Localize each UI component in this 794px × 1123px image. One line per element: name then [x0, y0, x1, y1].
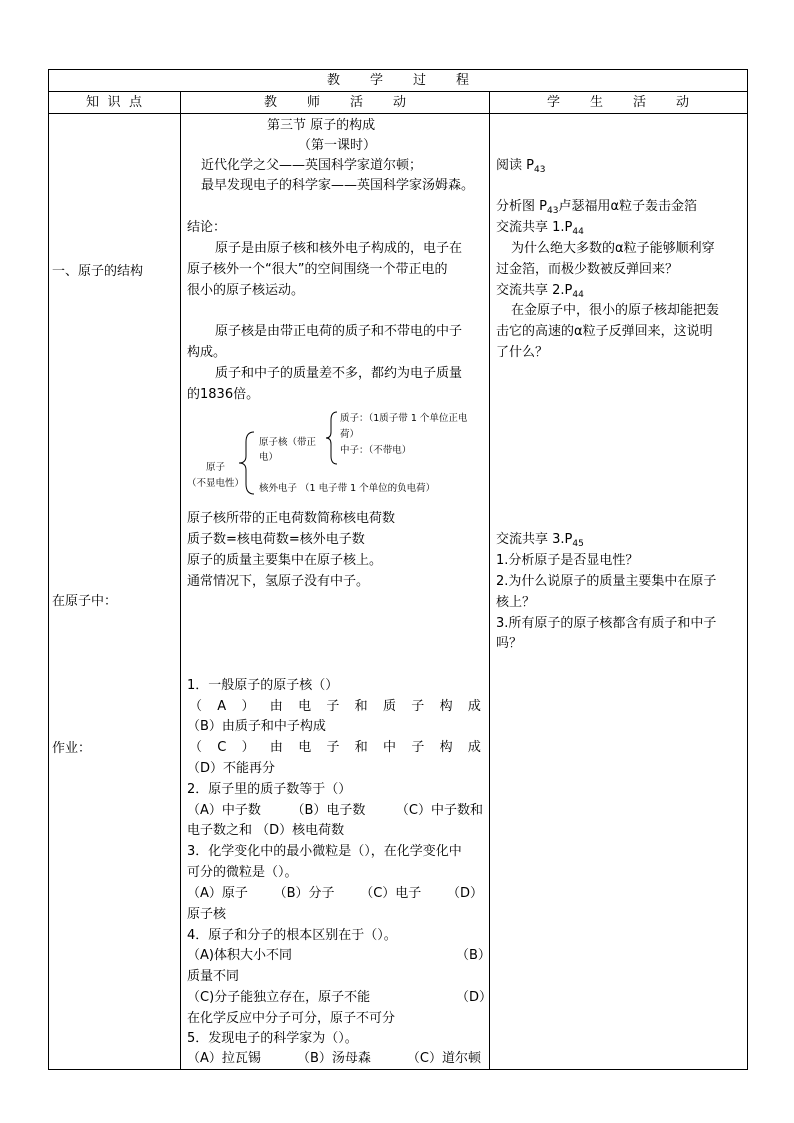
- column-header-student: [547, 93, 689, 113]
- student-read: [496, 156, 545, 180]
- table-divider-2: [489, 91, 490, 1070]
- conclusion-label: 结论：: [187, 220, 227, 235]
- text: 交流共享 1.P: [496, 220, 573, 235]
- hw-q4: 4．原子和分子的根本区别在于（）。: [187, 928, 397, 943]
- header-char: 点: [128, 95, 142, 110]
- diagram-nucleus-l2: 电）: [259, 452, 279, 463]
- subscript: 43: [533, 165, 546, 175]
- option-char: 和: [354, 740, 368, 755]
- fact-nuclear-charge: 原子核所带的正电荷数简称核电荷数: [187, 511, 396, 526]
- student-q2-line2: 击它的高速的α粒子反弹回来，这说明: [496, 324, 713, 339]
- table-border-colhead-bottom: [48, 113, 748, 114]
- knowledge-homework: 作业：: [52, 741, 92, 756]
- table-border-right: [747, 69, 748, 1070]
- option: （A）原子: [187, 886, 248, 901]
- student-s3-q1: 1.分析原子是否显电性？: [496, 553, 639, 568]
- hw-q3-options: [187, 884, 483, 904]
- option-char: C: [217, 740, 227, 755]
- header-char: 教: [264, 95, 278, 110]
- text: 阅读 P: [496, 158, 534, 173]
- text: 分析图 P: [496, 199, 547, 214]
- subscript: 44: [572, 227, 584, 237]
- subscript: 45: [572, 539, 584, 549]
- section-title: 第三节 原子的构成: [267, 118, 376, 133]
- conclusion-para1-line3: 很小的原子核运动。: [187, 283, 305, 298]
- hw-q3-line1: 3．化学变化中的最小微粒是（），在化学变化中: [187, 844, 462, 859]
- diagram-proton-l1: 质子：（1质子带 1 个单位正电: [340, 413, 468, 424]
- title-char: 教: [327, 73, 341, 88]
- column-header-teacher: [264, 93, 406, 113]
- title-char: 学: [369, 73, 383, 88]
- option: （B）汤母森: [296, 1051, 371, 1066]
- diagram-neutron: 中子：（不带电）: [340, 445, 412, 456]
- hw-q5: 5．发现电子的科学家为（）。: [187, 1031, 358, 1046]
- student-q2-line3: 了什么？: [496, 345, 549, 360]
- fact-mass: 原子的质量主要集中在原子核上。: [187, 553, 383, 568]
- subscript: 43: [546, 206, 559, 216]
- option-char: ）: [241, 699, 255, 714]
- table-border-top: [48, 69, 748, 70]
- diagram-electron: 核外电子 （1 电子带 1 个单位的负电荷）: [259, 483, 436, 494]
- diagram-brace-inner: [325, 410, 339, 466]
- knowledge-in-atom: 在原子中：: [52, 594, 118, 609]
- diagram-brace-outer: [237, 430, 257, 496]
- text: 交流共享 3.P: [496, 532, 573, 547]
- student-q1-line1: 为什么绝大多数的α粒子能够顺利穿: [511, 241, 715, 256]
- option-char: 和: [354, 699, 368, 714]
- option: （C）电子: [360, 886, 422, 901]
- title-char: 过: [412, 73, 426, 88]
- diagram-neutral: （不显电性）: [187, 478, 245, 489]
- table-divider-1: [180, 91, 181, 1070]
- thomson-line: 最早发现电子的科学家——英国科学家汤姆森。: [201, 178, 475, 193]
- hw-q3-line2: 可分的微粒是（）。: [187, 865, 298, 880]
- table-border-bottom: [48, 1069, 748, 1070]
- option: （C）道尔顿: [406, 1051, 481, 1066]
- student-q1-line2: 过金箔，而极少数被反弹回来？: [496, 262, 679, 277]
- hw-q4-option-b: （B）: [456, 948, 491, 963]
- diagram-proton-l2: 荷）: [340, 429, 360, 440]
- hw-q2: 2．原子里的质子数等于（）: [187, 782, 352, 797]
- conclusion-para3-line1: 质子和中子的质量差不多，都约为电子质量: [215, 366, 463, 381]
- student-s3-q2-line2: 核上？: [496, 595, 536, 610]
- hw-q2-options-line2: 电子数之和 （D）核电荷数: [187, 823, 345, 838]
- knowledge-atom-structure: 一、原子的结构: [52, 264, 144, 279]
- conclusion-para1-line2: 原子核外一个“很大”的空间围绕一个带正电的: [187, 262, 448, 277]
- header-char: 动: [392, 95, 406, 110]
- option: （D）: [446, 886, 483, 901]
- student-s3-q3-line2: 吗？: [496, 636, 523, 651]
- hw-q4-option-d: （D）: [456, 990, 493, 1005]
- hw-q4-option-b-text: 质量不同: [187, 969, 240, 984]
- option-char: 子: [326, 740, 340, 755]
- hw-q2-options: [187, 801, 483, 821]
- hw-q4-option-c: （C)分子能独立存在，原子不能: [187, 990, 371, 1005]
- option-char: 电: [298, 699, 312, 714]
- hw-q1-option-b: （B）由质子和中子构成: [187, 719, 326, 734]
- text: 卢瑟福用α粒子轰击金箔: [558, 199, 698, 214]
- option-char: 构: [439, 740, 453, 755]
- dalton-line: 近代化学之父——英国科学家道尔顿；: [201, 158, 423, 173]
- option-char: （: [189, 740, 203, 755]
- student-s3-q3-line1: 3.所有原子的原子核都含有质子和中子: [496, 616, 717, 631]
- table-title: [327, 71, 469, 91]
- conclusion-para3-line2: 的1836倍。: [187, 387, 260, 402]
- option-char: 由: [269, 699, 283, 714]
- hw-q4-option-d-text: 在化学反应中分子可分，原子不可分: [187, 1011, 396, 1026]
- option: （A）中子数: [187, 803, 261, 818]
- hw-q1-option-a: [189, 697, 481, 717]
- header-char: 知: [86, 95, 100, 110]
- hw-q5-options: [187, 1049, 481, 1069]
- option: （A）拉瓦锡: [187, 1051, 261, 1066]
- diagram-nucleus-l1: 原子核（带正: [259, 437, 317, 448]
- hw-q4-option-a: （A)体积大小不同: [187, 948, 292, 963]
- subscript: 44: [572, 290, 584, 300]
- text: 交流共享 2.P: [496, 283, 573, 298]
- option-char: 子: [326, 699, 340, 714]
- option-char: ）: [241, 740, 255, 755]
- conclusion-para2-line1: 原子核是由带正电荷的质子和不带电的中子: [215, 324, 463, 339]
- option-char: 中: [383, 740, 397, 755]
- conclusion-para2-line2: 构成。: [187, 345, 227, 360]
- option: （C）中子数和: [395, 803, 483, 818]
- header-char: 学: [547, 95, 561, 110]
- hw-q1-option-c: [189, 738, 481, 758]
- student-s3-q2-line1: 2.为什么说原子的质量主要集中在原子: [496, 574, 717, 589]
- option-char: 电: [298, 740, 312, 755]
- option-char: 由: [269, 740, 283, 755]
- hw-q1: 1．一般原子的原子核（）: [187, 678, 339, 693]
- option-char: 成: [467, 699, 481, 714]
- option: （B）电子数: [291, 803, 366, 818]
- header-char: 师: [306, 95, 320, 110]
- table-border-header-bottom: [48, 91, 748, 92]
- option-char: 子: [411, 699, 425, 714]
- fact-equality: 质子数=核电荷数=核外电子数: [187, 532, 365, 547]
- table-border-left: [48, 69, 49, 1070]
- header-char: 识: [107, 95, 121, 110]
- option: （B）分子: [273, 886, 335, 901]
- header-char: 活: [632, 95, 646, 110]
- title-char: 程: [455, 73, 469, 88]
- header-char: 活: [349, 95, 363, 110]
- period-label: （第一课时）: [298, 138, 377, 153]
- option-char: 质: [382, 699, 396, 714]
- option-char: 成: [467, 740, 481, 755]
- header-char: 生: [589, 95, 603, 110]
- option-char: 构: [439, 699, 453, 714]
- diagram-atom: 原子: [206, 462, 226, 473]
- conclusion-para1-line1: 原子是由原子核和核外电子构成的，电子在: [215, 241, 463, 256]
- hw-q1-option-d: （D）不能再分: [187, 761, 276, 776]
- option-char: 子: [411, 740, 425, 755]
- column-header-knowledge: [86, 93, 142, 113]
- hw-q3-options-line2: 原子核: [187, 907, 227, 922]
- student-q2-line1: 在金原子中，很小的原子核却能把轰: [511, 303, 720, 318]
- header-char: 动: [675, 95, 689, 110]
- fact-hydrogen: 通常情况下，氢原子没有中子。: [187, 574, 370, 589]
- option-char: （: [189, 699, 203, 714]
- option-char: A: [217, 699, 227, 714]
